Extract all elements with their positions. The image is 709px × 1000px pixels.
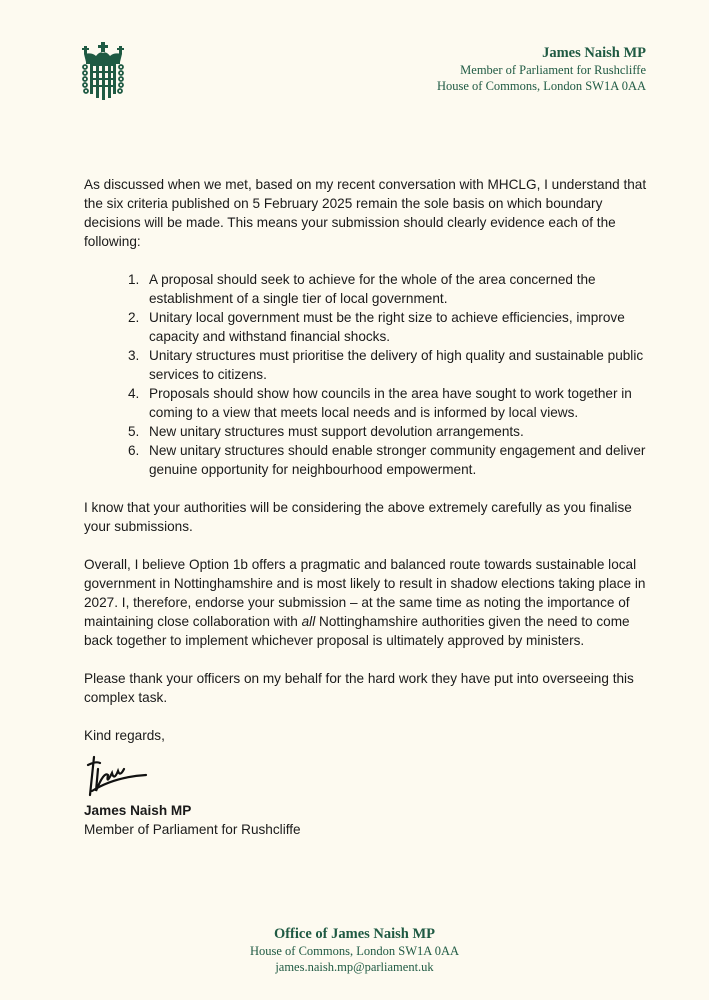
list-item: 1. A proposal should seek to achieve for the whole of the area concerned the establishment of a single tier of local government. (128, 272, 596, 306)
signer-name: James Naish MP (84, 803, 192, 818)
list-item: 3. Unitary structures must prioritise the delivery of high quality and sustainable public services to citizens. (128, 348, 644, 382)
mp-address: House of Commons, London SW1A 0AA (436, 79, 646, 93)
paragraph-endorsement: Overall, I believe Option 1b offers a pragmatic and balanced route towards sustainable local government in Nottinghamshire and is most likely to result in shadow elections taking place in 2027. I, therefore, endorse your submission – at the same time as noting the importance of maintaining close collaboration with all Nottinghamshire authorities given the need to come back together to implement whichever proposal is ultimately approved by ministers. (84, 557, 646, 648)
letter-body (84, 175, 654, 839)
criteria-list (84, 270, 654, 479)
footer (0, 925, 709, 975)
letterhead (437, 44, 646, 94)
list-item: 2. Unitary local government must be the right size to achieve efficiencies, improve capacity and withstand financial shocks. (128, 310, 625, 344)
footer-address: House of Commons, London SW1A 0AA (249, 944, 460, 958)
signature (84, 751, 154, 799)
paragraph-thanks: Please thank your officers on my behalf for the hard work they have put into overseeing this complex task. (84, 671, 634, 705)
intro-paragraph: As discussed when we met, based on my recent conversation with MHCLG, I understand that the six criteria published on 5 February 2025 remain the sole basis on which boundary decisions will be made. This means your submission should clearly evidence each of the following: (84, 177, 647, 249)
portcullis-icon (80, 40, 126, 104)
mp-role: Member of Parliament for Rushcliffe (460, 63, 646, 77)
list-item: 6. New unitary structures should enable stronger community engagement and deliver genuine opportunity for neighbourhood empowerment. (128, 443, 646, 477)
mp-name: James Naish MP (542, 45, 646, 61)
signer-role: Member of Parliament for Rushcliffe (84, 822, 301, 837)
closing: Kind regards, (84, 728, 165, 743)
list-item: 4. Proposals should show how councils in the area have sought to work together in coming to a view that meets local needs and is informed by local views. (128, 386, 632, 420)
footer-email: james.naish.mp@parliament.uk (275, 960, 434, 974)
footer-office: Office of James Naish MP (273, 926, 436, 942)
paragraph-considering: I know that your authorities will be considering the above extremely carefully as you finalise your submissions. (84, 500, 632, 534)
list-item: 5. New unitary structures must support devolution arrangements. (128, 424, 524, 439)
